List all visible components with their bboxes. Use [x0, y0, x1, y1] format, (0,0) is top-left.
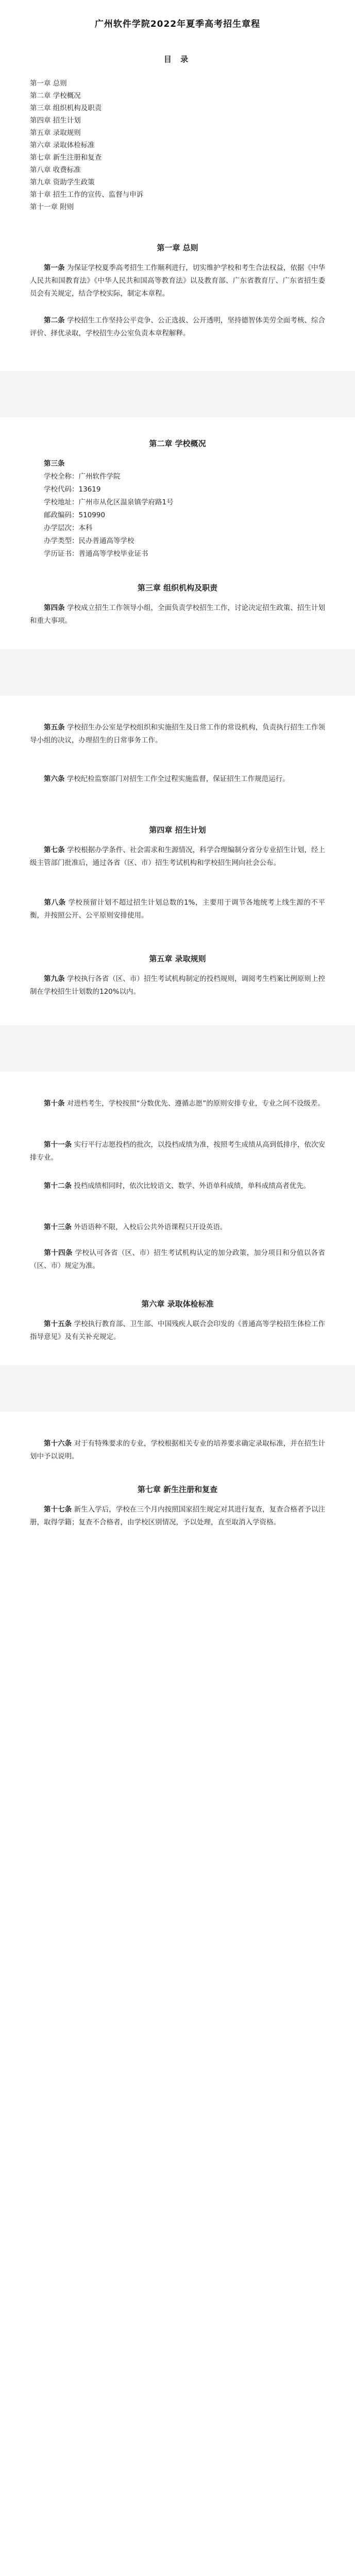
- toc-item: 第七章 新生注册和复查: [30, 154, 102, 162]
- article-10: [30, 1097, 325, 1110]
- school-info-line: 办学层次：本科: [44, 524, 93, 532]
- article-label: 第十三条: [44, 1223, 72, 1231]
- article-text: 对于有特殊要求的专业，学校根据相关专业的培养要求确定录取标准，并在招生计划中予以说明。: [30, 1439, 326, 1461]
- chapter-heading: 第五章 录取规则: [149, 954, 206, 963]
- article-text: 学校成立招生工作领导小组，全面负责学校招生工作，讨论决定招生政策、招生计划和重大事项。: [30, 604, 326, 625]
- toc-item: 第二章 学校概况: [30, 92, 81, 100]
- article-text: 学校招生办公室是学校组织和实施招生及日常工作的常设机构，负责执行招生工作领导小组的决议，办理招生的日常事务工作。: [30, 723, 326, 744]
- document-title: 广州软件学院2022年夏季高考招生章程: [94, 19, 261, 29]
- article-label: 第二条: [44, 316, 65, 325]
- article-text: 新生入学后，学校在三个月内按照国家招生规定对其进行复查，复查合格者予以注册，取得学籍；复查不合格者，由学校区别情况，予以处理，直至取消入学资格。: [30, 1505, 326, 1527]
- toc-item: 第八章 收费标准: [30, 166, 81, 174]
- toc-item: 第五章 录取规则: [30, 129, 81, 137]
- toc-item: 第九章 资助学生政策: [30, 178, 95, 187]
- article-label: 第三条: [44, 460, 65, 468]
- article-17: [30, 1503, 325, 1529]
- school-info-line: 办学类型：民办普通高等学校: [44, 537, 134, 545]
- article-label: 第九条: [44, 975, 65, 983]
- toc-item: 第四章 招生计划: [30, 116, 81, 125]
- article-text: 投档成绩相同时，依次比较语文、数学、外语单科成绩，单科成绩高者优先。: [74, 1182, 311, 1190]
- article-label: 第十五条: [44, 1320, 72, 1328]
- article-label: 第十七条: [44, 1505, 72, 1514]
- article-text: 外语语种不限，入校后公共外语课程只开设英语。: [74, 1223, 227, 1231]
- article-text: 对进档考生，学校按照“分数优先、遵循志愿”的原则安排专业，专业之间不设级差。: [66, 1099, 325, 1108]
- toc-heading: 目 录: [163, 55, 192, 64]
- article-text: 学校根据办学条件、社会需求和生源情况，科学合理编制分省分专业招生计划，经上级主管部门批准后，通过各省（区、市）招生考试机构和学校招生网向社会公布。: [30, 846, 326, 867]
- toc-item: 第十一章 附则: [30, 203, 74, 211]
- page-break: [0, 1025, 355, 1072]
- article-text: 学校执行教育部、卫生部、中国残疾人联合会印发的《普通高等学校招生体检工作指导意见》及有关补充规定。: [30, 1320, 326, 1341]
- article-9: [30, 973, 325, 998]
- article-text: 学校执行各省（区、市）招生考试机构制定的投档规则，调阅考生档案比例原则上控制在学校招生计划数的120%以内。: [30, 975, 326, 996]
- article-text: 学校招生工作坚持公平竞争、公正选拔、公开透明，坚持德智体美劳全面考核、综合评价、择优录取，学校招生办公室负责本章程解释。: [30, 316, 326, 337]
- table-of-contents: [30, 77, 318, 213]
- article-text: 学校认可各省（区、市）招生考试机构认定的加分政策，加分项目和分值以各省（区、市）规定为准。: [30, 1249, 325, 1270]
- article-16: [30, 1437, 325, 1463]
- school-info-line: 学校地址：广州市从化区温泉镇学府路1号: [44, 498, 174, 506]
- article-text: 为保证学校夏季高考招生工作顺利进行，切实维护学校和考生合法权益，依据《中华人民共和国教育法》《中华人民共和国高等教育法》以及教育部、广东省教育厅、广东省招生委员会有关规定，结合学校实际，制定本章程。: [30, 264, 326, 298]
- article-7: [30, 844, 325, 870]
- toc-item: 第十章 招生工作的宣传、监督与申诉: [30, 191, 144, 199]
- article-12: [30, 1180, 325, 1193]
- chapter-heading: 第六章 录取体检标准: [141, 1299, 214, 1309]
- article-15: [30, 1318, 325, 1344]
- article-label: 第六条: [44, 775, 65, 783]
- article-8: [30, 896, 325, 922]
- toc-item: 第六章 录取体检标准: [30, 141, 95, 149]
- article-5: [30, 721, 325, 747]
- page-break: [0, 1365, 355, 1412]
- article-6: [30, 773, 325, 786]
- article-label: 第十一条: [44, 1141, 72, 1149]
- article-text: 实行平行志愿投档的批次，以投档成绩为准，按照考生成绩从高到低排序，依次安排专业。: [30, 1141, 326, 1162]
- article-14: [30, 1247, 325, 1273]
- article-2: [30, 314, 325, 340]
- article-11: [30, 1139, 325, 1164]
- article-13: [30, 1221, 325, 1234]
- article-label: 第十四条: [44, 1249, 73, 1257]
- page-break: [0, 371, 355, 417]
- page-break: [0, 649, 355, 696]
- article-text: 学校纪检监察部门对招生工作全过程实施监督，保证招生工作规范运行。: [66, 775, 290, 783]
- article-label: 第十二条: [44, 1182, 72, 1190]
- school-info-line: 学历证书：普通高等学校毕业证书: [44, 550, 148, 558]
- article-4: [30, 602, 325, 628]
- article-label: 第十六条: [44, 1439, 72, 1448]
- school-info-line: 邮政编码：510990: [44, 511, 106, 519]
- school-info-line: 学校全称：广州软件学院: [44, 472, 121, 481]
- chapter-heading: 第四章 招生计划: [149, 825, 206, 835]
- article-label: 第一条: [44, 264, 65, 272]
- article-label: 第十条: [44, 1099, 65, 1108]
- article-1: [30, 262, 325, 300]
- toc-item: 第三章 组织机构及职责: [30, 104, 102, 112]
- article-text: 学校预留计划不超过招生计划总数的1%，主要用于调节各地统考上线生源的不平衡，并按照公开、公平原则安排使用。: [30, 899, 326, 920]
- article-label: 第七条: [44, 846, 65, 854]
- chapter-heading: 第三章 组织机构及职责: [137, 583, 218, 592]
- article-label: 第八条: [44, 899, 66, 907]
- toc-item: 第一章 总则: [30, 79, 67, 88]
- article-label: 第四条: [44, 604, 65, 612]
- chapter-heading: 第二章 学校概况: [149, 439, 206, 448]
- chapter-heading: 第七章 新生注册和复查: [137, 1485, 218, 1494]
- chapter-heading: 第一章 总则: [157, 243, 198, 252]
- school-info-line: 学校代码：13619: [44, 485, 101, 494]
- article-label: 第五条: [44, 723, 65, 732]
- article-3: [30, 457, 325, 561]
